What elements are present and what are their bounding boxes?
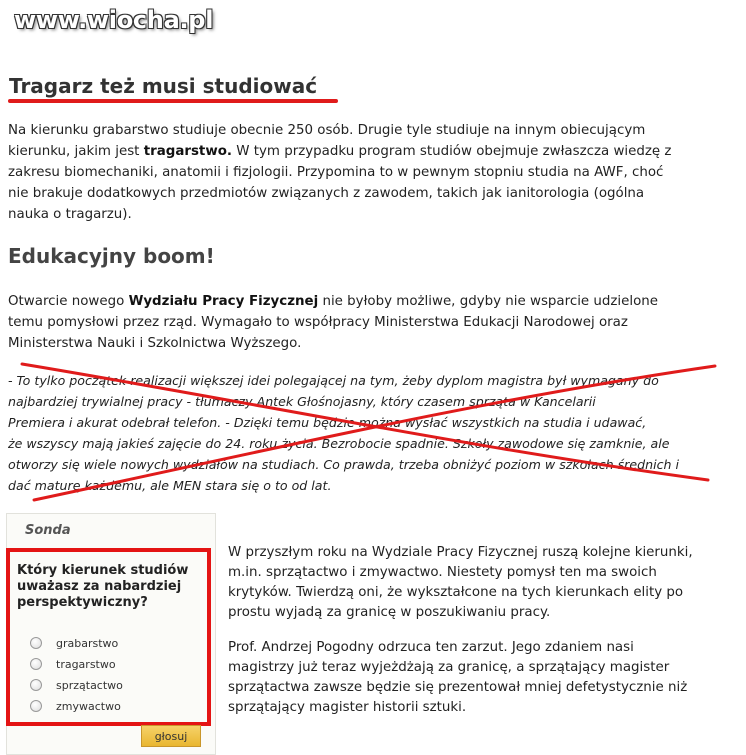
text-line: Otwarcie nowego Wydziału Pracy Fizycznej nie byłoby możliwe, gdyby nie wsparcie udzielone xyxy=(8,294,659,309)
poll-header: Sonda xyxy=(25,523,71,538)
text-line: temu pomysłowi przez rząd. Wymagało to współpracy Ministerstwa Edukacji Narodowej oraz xyxy=(8,315,628,330)
text-line: magistrzy już teraz wyjeżdżają za granicę, a sprzątający magister xyxy=(228,660,670,675)
poll-option-grabarstwo[interactable] xyxy=(30,635,118,651)
text-line: kierunku, jakim jest tragarstwo. W tym przypadku program studiów obejmuje zwłaszcza wiedzę z xyxy=(8,144,672,159)
text-line: m.in. sprzątactwo i zmywactwo. Niestety pomysł ten ma swoich xyxy=(228,565,657,580)
right-paragraph-1 xyxy=(228,543,738,623)
quote-line: - To tylko początek realizacji większej idei polegającej na tym, żeby dyplom magistra był wymagany do xyxy=(8,373,659,388)
radio-button[interactable] xyxy=(30,700,42,712)
bold-term: Wydziału Pracy Fizycznej xyxy=(128,294,319,309)
poll-highlight-box xyxy=(6,548,211,726)
section-paragraph xyxy=(8,291,658,354)
poll-option-label: tragarstwo xyxy=(56,657,116,671)
text-line: prostu wyjadą za granicę w poszukiwaniu pracy. xyxy=(228,605,551,620)
poll-widget xyxy=(6,513,216,755)
text-line: nauka o tragarzu). xyxy=(8,207,132,222)
poll-question-line: perspektywiczny? xyxy=(17,595,148,610)
text-line: sprzątający magister historii sztuki. xyxy=(228,700,467,715)
poll-option-label: zmywactwo xyxy=(56,699,121,713)
quote-line: dać maturę każdemu, ale MEN stara się o to od lat. xyxy=(8,478,332,493)
quote-line: otworzy się wiele nowych wydziałów na studiach. Co prawda, trzeba obniżyć poziom w szkołach średnich i xyxy=(8,457,679,472)
text-line: zakresu biomechaniki, anatomii i fizjologii. Przypomina to w pewnym stopniu studia na AWF, choć xyxy=(8,165,664,180)
radio-button[interactable] xyxy=(30,679,42,691)
quote-line: najbardziej trywialnej pracy - tłumaczy Antek Głośnojasny, który czasem sprząta w Kancelarii xyxy=(8,394,596,409)
radio-button[interactable] xyxy=(30,658,42,670)
text-line: W przyszłym roku na Wydziale Pracy Fizycznej ruszą kolejne kierunki, xyxy=(228,545,693,560)
poll-question xyxy=(17,563,202,611)
poll-option-label: grabarstwo xyxy=(56,636,119,650)
poll-question-line: uważasz za nabardziej xyxy=(17,579,182,594)
text-line: Prof. Andrzej Pogodny odrzuca ten zarzut. Jego zdaniem nasi xyxy=(228,640,634,655)
intro-paragraph xyxy=(8,120,671,225)
right-paragraph-2 xyxy=(228,638,738,718)
text-line: Na kierunku grabarstwo studiuje obecnie 250 osób. Drugie tyle studiuje na innym obiecującym xyxy=(8,123,646,138)
text-line: Ministerstwa Nauki i Szkolnictwa Wyższego. xyxy=(8,336,302,351)
quote-paragraph xyxy=(8,370,728,496)
title-underline xyxy=(8,99,338,103)
radio-button[interactable] xyxy=(30,637,42,649)
site-watermark: www.wiocha.pl xyxy=(14,6,214,34)
bold-term: tragarstwo. xyxy=(143,144,232,159)
quote-line: Premiera i akurat odebrał telefon. - Dzięki temu będzie można wysłać wszystkich na studia i udawać, xyxy=(8,415,647,430)
text-line: krytyków. Twierdzą oni, że wykształcone na tych kierunkach elity po xyxy=(228,585,684,600)
quote-line: że wszyscy mają jakieś zajęcie do 24. roku życia. Bezrobocie spadnie. Szkoły zawodowe się zamknie, ale xyxy=(8,436,670,451)
poll-option-label: sprzątactwo xyxy=(56,678,123,692)
section-title: Edukacyjny boom! xyxy=(8,244,215,268)
text-line: sprzątactwa zawsze będzie się prezentował mniej defetystycznie niż xyxy=(228,680,688,695)
poll-option-sprzatactwo[interactable] xyxy=(30,677,123,693)
vote-button[interactable]: głosuj xyxy=(141,725,201,747)
article-title: Tragarz też musi studiować xyxy=(9,74,318,98)
poll-option-zmywactwo[interactable] xyxy=(30,698,121,714)
text-line: nie brakuje dodatkowych przedmiotów związanych z zawodem, takich jak ianitorologia (ogólna xyxy=(8,186,645,201)
poll-option-tragarstwo[interactable] xyxy=(30,656,116,672)
poll-question-line: Który kierunek studiów xyxy=(17,563,189,578)
